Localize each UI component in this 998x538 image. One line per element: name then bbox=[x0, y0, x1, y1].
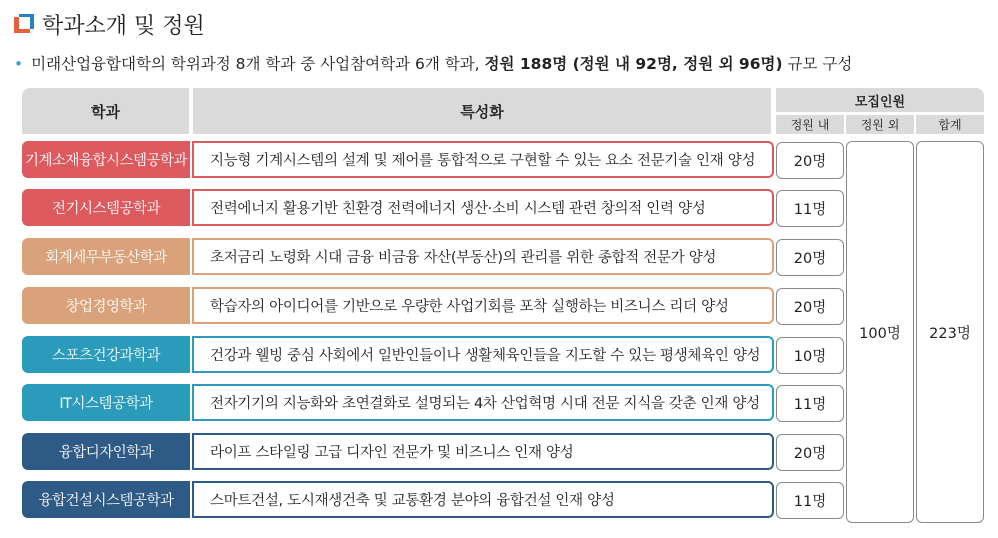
bullet-dot-icon: • bbox=[14, 55, 24, 73]
summary-bold: 정원 188명 (정원 내 92명, 정원 외 96명) bbox=[484, 55, 783, 73]
table-row bbox=[22, 433, 772, 470]
dept-feature: 학습자의 아이디어를 기반으로 우량한 사업기회를 포착 실행하는 비즈니스 리더 양성 bbox=[192, 287, 774, 324]
title-bullet-icon bbox=[14, 14, 34, 34]
dept-name: 전기시스템공학과 bbox=[22, 189, 190, 226]
dept-name: 융합건설시스템공학과 bbox=[22, 481, 190, 518]
page-title: 학과소개 및 정원 bbox=[42, 13, 205, 39]
dept-name: 창업경영학과 bbox=[22, 287, 190, 324]
summary-line bbox=[14, 52, 852, 74]
dept-feature: 전자기기의 지능화와 초연결화로 설명되는 4차 산업혁명 시대 전문 지식을 갖춘 인재 양성 bbox=[192, 384, 774, 421]
dept-feature: 라이프 스타일링 고급 디자인 전문가 및 비즈니스 인재 양성 bbox=[192, 433, 774, 470]
dept-name: 융합디자인학과 bbox=[22, 433, 190, 470]
quota-in-cell: 11명 bbox=[776, 190, 844, 227]
dept-name: 스포츠건강과학과 bbox=[22, 336, 190, 373]
quota-in-cell: 20명 bbox=[776, 434, 844, 471]
quota-in-cell: 20명 bbox=[776, 239, 844, 276]
table-row bbox=[22, 287, 772, 324]
table-row bbox=[22, 189, 772, 226]
header-recruit: 모집인원 bbox=[776, 88, 984, 112]
merged-out-cell: 100명 bbox=[846, 141, 914, 523]
header-out: 정원 외 bbox=[846, 115, 914, 134]
header-feature: 특성화 bbox=[193, 88, 771, 134]
dept-feature: 전력에너지 활용기반 친환경 전력에너지 생산·소비 시스템 관련 창의적 인력 양성 bbox=[192, 189, 774, 226]
dept-name: 기계소재융합시스템공학과 bbox=[22, 141, 190, 178]
table-row bbox=[22, 141, 772, 178]
table-row bbox=[22, 336, 772, 373]
header-total: 합계 bbox=[916, 115, 984, 134]
dept-feature: 초저금리 노령화 시대 금융 비금융 자산(부동산)의 관리를 위한 종합적 전문가 양성 bbox=[192, 238, 774, 275]
quota-in-cell: 20명 bbox=[776, 288, 844, 325]
quota-in-cell: 20명 bbox=[776, 142, 844, 179]
dept-name: IT시스템공학과 bbox=[22, 384, 190, 421]
quota-in-cell: 10명 bbox=[776, 337, 844, 374]
header-dept: 학과 bbox=[22, 88, 189, 134]
summary-suffix: 규모 구성 bbox=[782, 55, 853, 73]
quota-in-cell: 11명 bbox=[776, 385, 844, 422]
merged-total-cell: 223명 bbox=[916, 141, 984, 523]
dept-feature: 건강과 웰빙 중심 사회에서 일반인들이나 생활체육인들을 지도할 수 있는 평생체육인 양성 bbox=[192, 336, 774, 373]
table-row bbox=[22, 384, 772, 421]
dept-name: 회계세무부동산학과 bbox=[22, 238, 190, 275]
quota-in-cell: 11명 bbox=[776, 482, 844, 519]
title-row bbox=[14, 10, 205, 38]
table-row bbox=[22, 481, 772, 518]
summary-prefix: 미래산업융합대학의 학위과정 8개 학과 중 사업참여학과 6개 학과, bbox=[31, 55, 485, 73]
table-row bbox=[22, 238, 772, 275]
header-in: 정원 내 bbox=[776, 115, 844, 134]
dept-feature: 지능형 기계시스템의 설계 및 제어를 통합적으로 구현할 수 있는 요소 전문기술 인재 양성 bbox=[192, 141, 774, 178]
dept-feature: 스마트건설, 도시재생건축 및 교통환경 분야의 융합건설 인재 양성 bbox=[192, 481, 774, 518]
